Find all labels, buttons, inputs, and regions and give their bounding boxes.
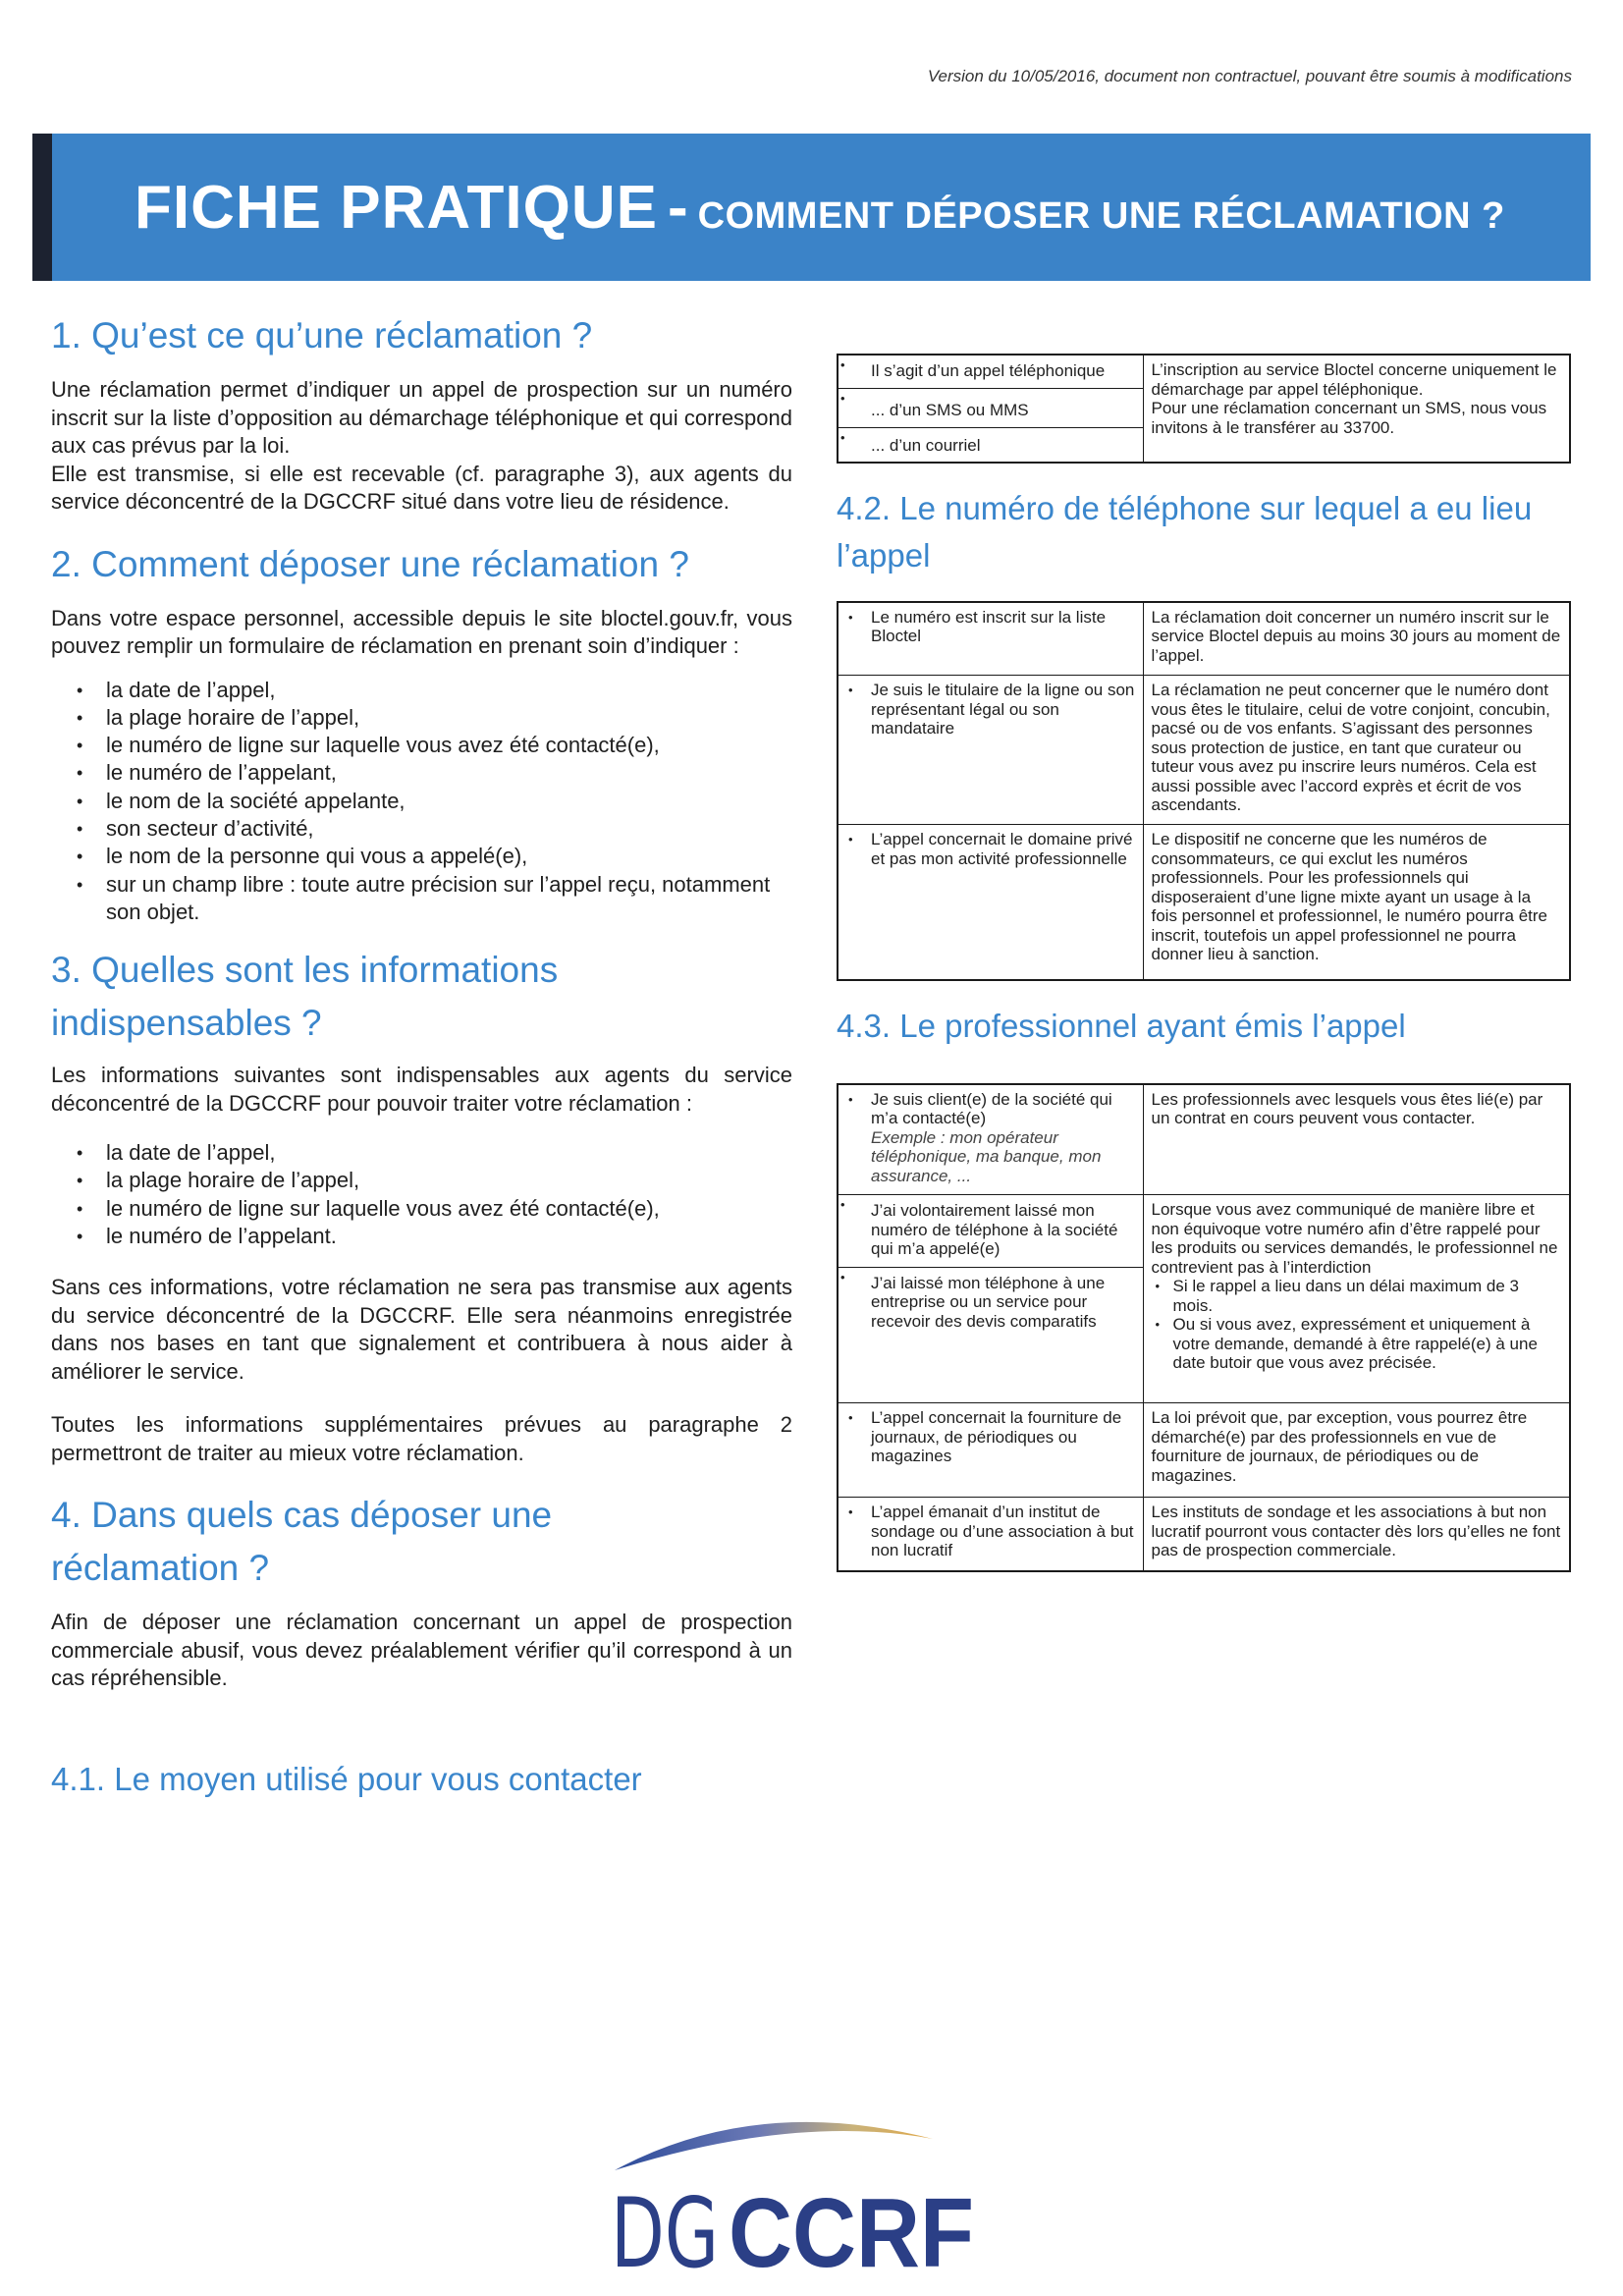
section3-paragraph-last: Toutes les informations supplémentaires prévues au paragraphe 2 permettront de traiter au mieux votre réclamation. [51, 1412, 792, 1465]
table-cell-left [838, 825, 1143, 980]
dgccrf-logo [609, 2102, 1021, 2273]
table-cell-right: La loi prévoit que, par exception, vous pourrez être démarché(e) par des professionnels en vue de fourniture de journaux, de périodiques ou de magazines. [1143, 1403, 1570, 1498]
condition-text: • J’ai laissé mon téléphone à une entreprise ou un service pour recevoir des devis comparatifs [839, 1268, 1143, 1338]
banner-title [135, 173, 1505, 243]
table-cell-right: La réclamation doit concerner un numéro inscrit sur le service Bloctel depuis au moins 30 jours au moment de l’appel. [1143, 602, 1570, 676]
table-cell-left [838, 1084, 1143, 1195]
section3-paragraph: Sans ces informations, votre réclamation ne sera pas transmise aux agents du service déconcentré de la DGCCRF. Elle sera néanmoins enregistrée dans nos bases en tant que signalement et contribuera à nous aider à améliorer le service. [51, 1275, 792, 1384]
table-phone-number [837, 601, 1571, 981]
section1-title: 1. Qu’est ce qu’une réclamation ? [51, 315, 593, 355]
condition-text: • Je suis client(e) de la société qui m’a contacté(e) [846, 1090, 1135, 1128]
table-cell-right [1143, 355, 1570, 463]
list-item: • sur un champ libre : toute autre précision sur l’appel reçu, notamment son objet. [77, 871, 792, 927]
section1-paragraph1: Une réclamation permet d’indiquer un appel de prospection sur un numéro inscrit sur la liste d’opposition au démarchage téléphonique et qui correspond aux cas prévus par la loi. [51, 377, 792, 458]
right-column [837, 354, 1571, 1572]
table-row [838, 1498, 1570, 1571]
example-text: Exemple : mon opérateur téléphonique, ma banque, mon assurance, ... [871, 1127, 1102, 1185]
list-item: • la date de l’appel, [77, 677, 792, 704]
table-cell-left [838, 676, 1143, 825]
table-row [838, 825, 1570, 980]
list-item: • le numéro de ligne sur laquelle vous avez été contacté(e), [77, 1195, 792, 1223]
contact-item: • ... d’un SMS ou MMS [839, 389, 1143, 429]
list-item: • Ou si vous avez, expressément et uniquement à votre demande, demandé à être rappelé(e) à une date butoir que vous avez précisée. [1152, 1315, 1562, 1373]
section3-intro: Les informations suivantes sont indispensables aux agents du service déconcentré de la DGCCRF pour pouvoir traiter votre réclamation : [51, 1063, 792, 1116]
section2-intro: Dans votre espace personnel, accessible depuis le site bloctel.gouv.fr, vous pouvez remplir un formulaire de réclamation en prenant soin d’indiquer : [51, 605, 792, 658]
list-item: • le numéro de l’appelant. [77, 1223, 792, 1250]
section4-title: 4. Dans quels cas déposer une réclamation ? [51, 1495, 553, 1589]
table-cell-right: La réclamation ne peut concerner que le numéro dont vous êtes le titulaire, celui de votre conjoint, concubin, pacsé ou de vos enfants. S’agissant des personnes sous protection de justice, en tant que curateur ou tuteur vous avez pu inscrire leurs numéros. Cela est aussi possible avec l’accord exprès et écrit de vos ascendants. [1143, 676, 1570, 825]
version-note: Version du 10/05/2016, document non contractuel, pouvant être soumis à modifications [927, 67, 1572, 85]
section42-title: 4.2. Le numéro de téléphone sur lequel a eu lieu l’appel [837, 489, 1533, 574]
banner-title-main: FICHE PRATIQUE [135, 174, 658, 242]
explanation-text: Lorsque vous avez communiqué de manière libre et non équivoque votre numéro afin d’être rappelé pour les produits ou services demandés, le professionnel ne contrevient pas à l’interdiction [1151, 1200, 1558, 1277]
condition-text: • L’appel émanait d’un institut de sondage ou d’une association à but non lucratif [846, 1503, 1135, 1560]
condition-text: • Le numéro est inscrit sur la liste Bloctel [846, 608, 1135, 646]
condition-text: • L’appel concernait le domaine privé et pas mon activité professionnelle [846, 830, 1135, 868]
list-item: • le numéro de ligne sur laquelle vous avez été contacté(e), [77, 732, 792, 759]
table-row [838, 1195, 1570, 1403]
table-cell-left [838, 1195, 1143, 1403]
table-professional [837, 1083, 1571, 1572]
table-cell-right [1143, 1195, 1570, 1403]
table-cell-right: Les instituts de sondage et les associations à but non lucratif pourront vous contacter dès lors qu’elles ne font pas de prospection commerciale. [1143, 1498, 1570, 1571]
table-cell-right: Les professionnels avec lesquels vous êtes lié(e) par un contrat en cours peuvent vous contacter. [1143, 1084, 1570, 1195]
contact-explanation-sms: Pour une réclamation concernant un SMS, nous vous invitons à le transférer au 33700. [1151, 399, 1547, 437]
condition-text: • J’ai volontairement laissé mon numéro de téléphone à la société qui m’a appelé(e) [839, 1195, 1143, 1268]
title-banner [32, 134, 1591, 281]
list-item: • la date de l’appel, [77, 1139, 792, 1167]
list-item: • son secteur d’activité, [77, 815, 792, 843]
list-item: • le numéro de l’appelant, [77, 759, 792, 787]
contact-item: • ... d’un courriel [839, 428, 1143, 462]
condition-text: • L’appel concernait la fourniture de journaux, de périodiques ou magazines [846, 1408, 1135, 1466]
list-item: • le nom de la personne qui vous a appelé(e), [77, 843, 792, 870]
section1-paragraph2: Elle est transmise, si elle est recevable (cf. paragraphe 3), aux agents du service déconcentré de la DGCCRF situé dans votre lieu de résidence. [51, 461, 792, 514]
contact-explanation: L’inscription au service Bloctel concerne uniquement le démarchage par appel téléphonique. [1151, 360, 1557, 399]
table-row [838, 602, 1570, 676]
table-row [838, 1403, 1570, 1498]
section3-title: 3. Quelles sont les informations indispensables ? [51, 950, 559, 1044]
table-cell-left [838, 1498, 1143, 1571]
section41-title: 4.1. Le moyen utilisé pour vous contacter [51, 1760, 642, 1797]
table-contact-means [837, 354, 1571, 464]
table-row [838, 355, 1570, 463]
section43-title: 4.3. Le professionnel ayant émis l’appel [837, 1007, 1406, 1044]
table-cell-left [838, 602, 1143, 676]
section2-title: 2. Comment déposer une réclamation ? [51, 543, 689, 584]
list-item: • le nom de la société appelante, [77, 788, 792, 815]
section4-intro: Afin de déposer une réclamation concernant un appel de prospection commerciale abusif, vous devez préalablement vérifier qu’il correspond à un cas répréhensible. [51, 1610, 792, 1691]
logo-ccrf-text: CCRF [729, 2178, 974, 2273]
banner-title-sub: COMMENT DÉPOSER UNE RÉCLAMATION ? [697, 195, 1505, 237]
list-item: • la plage horaire de l’appel, [77, 1167, 792, 1194]
list-item: • Si le rappel a lieu dans un délai maximum de 3 mois. [1152, 1277, 1562, 1315]
left-column [51, 309, 792, 1803]
list-item: • la plage horaire de l’appel, [77, 704, 792, 732]
table-cell-left [838, 1403, 1143, 1498]
contact-item: • Il s’agit d’un appel téléphonique [839, 355, 1143, 389]
table-cell-right: Le dispositif ne concerne que les numéros de consommateurs, ce qui exclut les numéros professionnels. Pour les professionnels qui disposeraient d’une ligne mixte ayant un usage à la fois personnel et professionnel, le numéro pourra être inscrit, toutefois un appel professionnel ne pourra donner lieu à sanction. [1143, 825, 1570, 980]
section2-list [77, 677, 792, 927]
table-row [838, 1084, 1570, 1195]
table-cell-left [838, 355, 1143, 463]
explanation-list [1152, 1277, 1562, 1373]
logo-dg-text: DG [611, 2178, 719, 2273]
banner-title-dash: - [667, 174, 688, 242]
table-row [838, 676, 1570, 825]
section3-list [77, 1139, 792, 1250]
condition-text: • Je suis le titulaire de la ligne ou son représentant légal ou son mandataire [846, 681, 1135, 738]
logo-swoosh-icon [609, 2102, 1021, 2273]
